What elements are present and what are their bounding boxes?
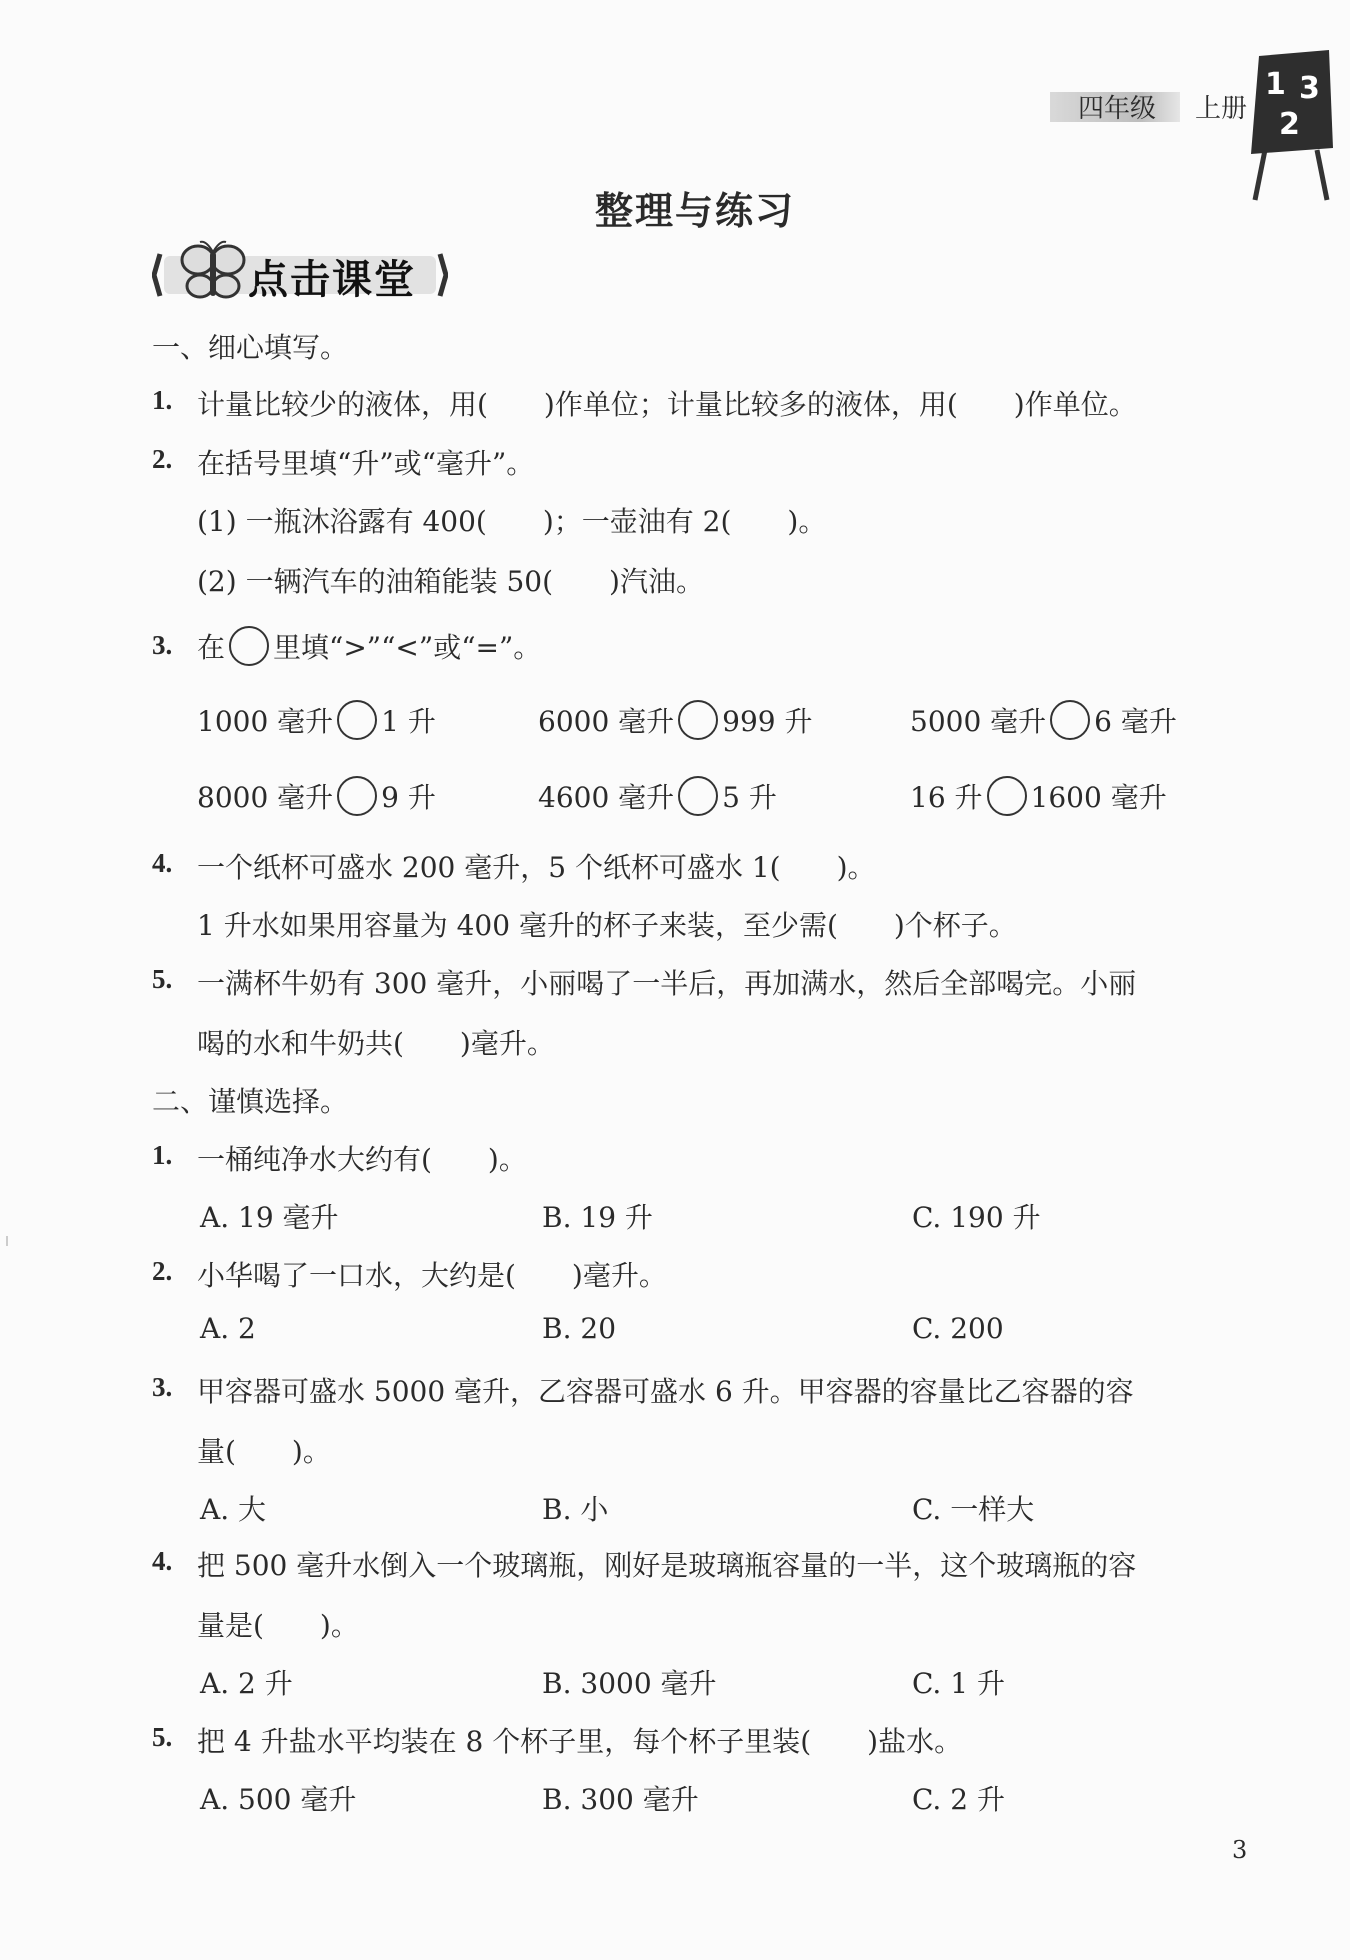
logo-glyph: 3 <box>1299 71 1320 106</box>
compare-item <box>197 700 436 740</box>
answer-circle[interactable] <box>337 776 377 816</box>
margin-mark <box>6 1236 8 1246</box>
compare-right: 999 升 <box>722 705 813 738</box>
logo-glyph: 1 <box>1265 67 1286 102</box>
question-text: 喝的水和牛奶共( )毫升。 <box>197 1027 555 1060</box>
question-text: 1 升水如果用容量为 400 毫升的杯子来装，至少需( )个杯子。 <box>197 909 1017 942</box>
question-text-pre: 在 <box>197 631 226 664</box>
answer-circle[interactable] <box>1050 700 1090 740</box>
option-c[interactable]: C. 一样大 <box>912 1493 1035 1526</box>
question-text: 量( )。 <box>197 1435 331 1468</box>
question-text: 小华喝了一口水，大约是( )毫升。 <box>197 1259 667 1292</box>
question-text: 在括号里填“升”或“毫升”。 <box>197 447 535 480</box>
answer-circle[interactable] <box>337 700 377 740</box>
question-number: 4. <box>152 1546 173 1576</box>
question-number: 5. <box>152 964 173 994</box>
compare-left: 1000 毫升 <box>197 705 334 738</box>
question-number: 1. <box>152 385 173 415</box>
question-number: 3. <box>152 630 173 660</box>
question-text <box>197 626 541 666</box>
option-a[interactable]: A. 500 毫升 <box>200 1783 357 1816</box>
option-a[interactable]: A. 19 毫升 <box>200 1201 339 1234</box>
compare-left: 16 升 <box>910 781 983 814</box>
section-heading: 二、谨慎选择。 <box>152 1085 349 1118</box>
header-grade: 四年级 <box>1078 94 1157 124</box>
compare-right: 9 升 <box>381 781 436 814</box>
answer-circle[interactable] <box>678 776 718 816</box>
option-b[interactable]: B. 3000 毫升 <box>542 1667 717 1700</box>
question-number: 2. <box>152 444 173 474</box>
compare-right: 5 升 <box>722 781 777 814</box>
option-c[interactable]: C. 200 <box>912 1312 1004 1345</box>
question-text: 量是( )。 <box>197 1609 359 1642</box>
question-text: 把 500 毫升水倒入一个玻璃瓶，刚好是玻璃瓶容量的一半，这个玻璃瓶的容 <box>197 1549 1137 1582</box>
question-text: 一个纸杯可盛水 200 毫升，5 个纸杯可盛水 1( )。 <box>197 851 876 884</box>
option-a[interactable]: A. 2 升 <box>200 1667 293 1700</box>
compare-left: 5000 毫升 <box>910 705 1047 738</box>
butterfly-icon <box>178 238 248 304</box>
question-text: 一满杯牛奶有 300 毫升，小丽喝了一半后，再加满水，然后全部喝完。小丽 <box>197 967 1137 1000</box>
compare-left: 8000 毫升 <box>197 781 334 814</box>
banner-title: 点击课堂 <box>248 257 416 303</box>
question-number: 4. <box>152 848 173 878</box>
compare-item <box>538 700 813 740</box>
compare-right: 1600 毫升 <box>1030 781 1167 814</box>
question-text: 一桶纯净水大约有( )。 <box>197 1143 527 1176</box>
question-text: 甲容器可盛水 5000 毫升，乙容器可盛水 6 升。甲容器的容量比乙容器的容 <box>197 1375 1134 1408</box>
compare-left: 6000 毫升 <box>538 705 675 738</box>
question-text: 计量比较少的液体，用( )作单位；计量比较多的液体，用( )作单位。 <box>197 388 1137 421</box>
page-title: 整理与练习 <box>594 189 795 233</box>
option-b[interactable]: B. 20 <box>542 1312 617 1345</box>
sub-question: (2) 一辆汽车的油箱能装 50( )汽油。 <box>197 565 704 598</box>
compare-right: 6 毫升 <box>1094 705 1177 738</box>
answer-circle[interactable] <box>987 776 1027 816</box>
sub-question: (1) 一瓶沐浴露有 400( )；一壶油有 2( )。 <box>197 505 827 538</box>
question-text: 把 4 升盐水平均装在 8 个杯子里，每个杯子里装( )盐水。 <box>197 1725 963 1758</box>
question-number: 2. <box>152 1256 173 1286</box>
option-b[interactable]: B. 小 <box>542 1493 609 1526</box>
question-text-post: 里填“>”“<”或“=”。 <box>273 631 542 664</box>
compare-item <box>910 700 1177 740</box>
compare-left: 4600 毫升 <box>538 781 675 814</box>
option-c[interactable]: C. 190 升 <box>912 1201 1041 1234</box>
header-volume: 上册 <box>1195 94 1248 124</box>
answer-circle[interactable] <box>678 700 718 740</box>
compare-circle <box>229 626 269 666</box>
compare-item <box>197 776 436 816</box>
option-b[interactable]: B. 300 毫升 <box>542 1783 699 1816</box>
section-heading: 一、细心填写。 <box>152 331 349 364</box>
compare-right: 1 升 <box>381 705 436 738</box>
question-number: 5. <box>152 1722 173 1752</box>
option-c[interactable]: C. 1 升 <box>912 1667 1005 1700</box>
option-a[interactable]: A. 大 <box>200 1493 267 1526</box>
option-b[interactable]: B. 19 升 <box>542 1201 653 1234</box>
page-number: 3 <box>1232 1836 1248 1864</box>
option-a[interactable]: A. 2 <box>200 1312 256 1345</box>
logo-glyph: 2 <box>1279 107 1300 142</box>
compare-item <box>910 776 1167 816</box>
question-number: 1. <box>152 1140 173 1170</box>
option-c[interactable]: C. 2 升 <box>912 1783 1005 1816</box>
compare-item <box>538 776 777 816</box>
question-number: 3. <box>152 1372 173 1402</box>
